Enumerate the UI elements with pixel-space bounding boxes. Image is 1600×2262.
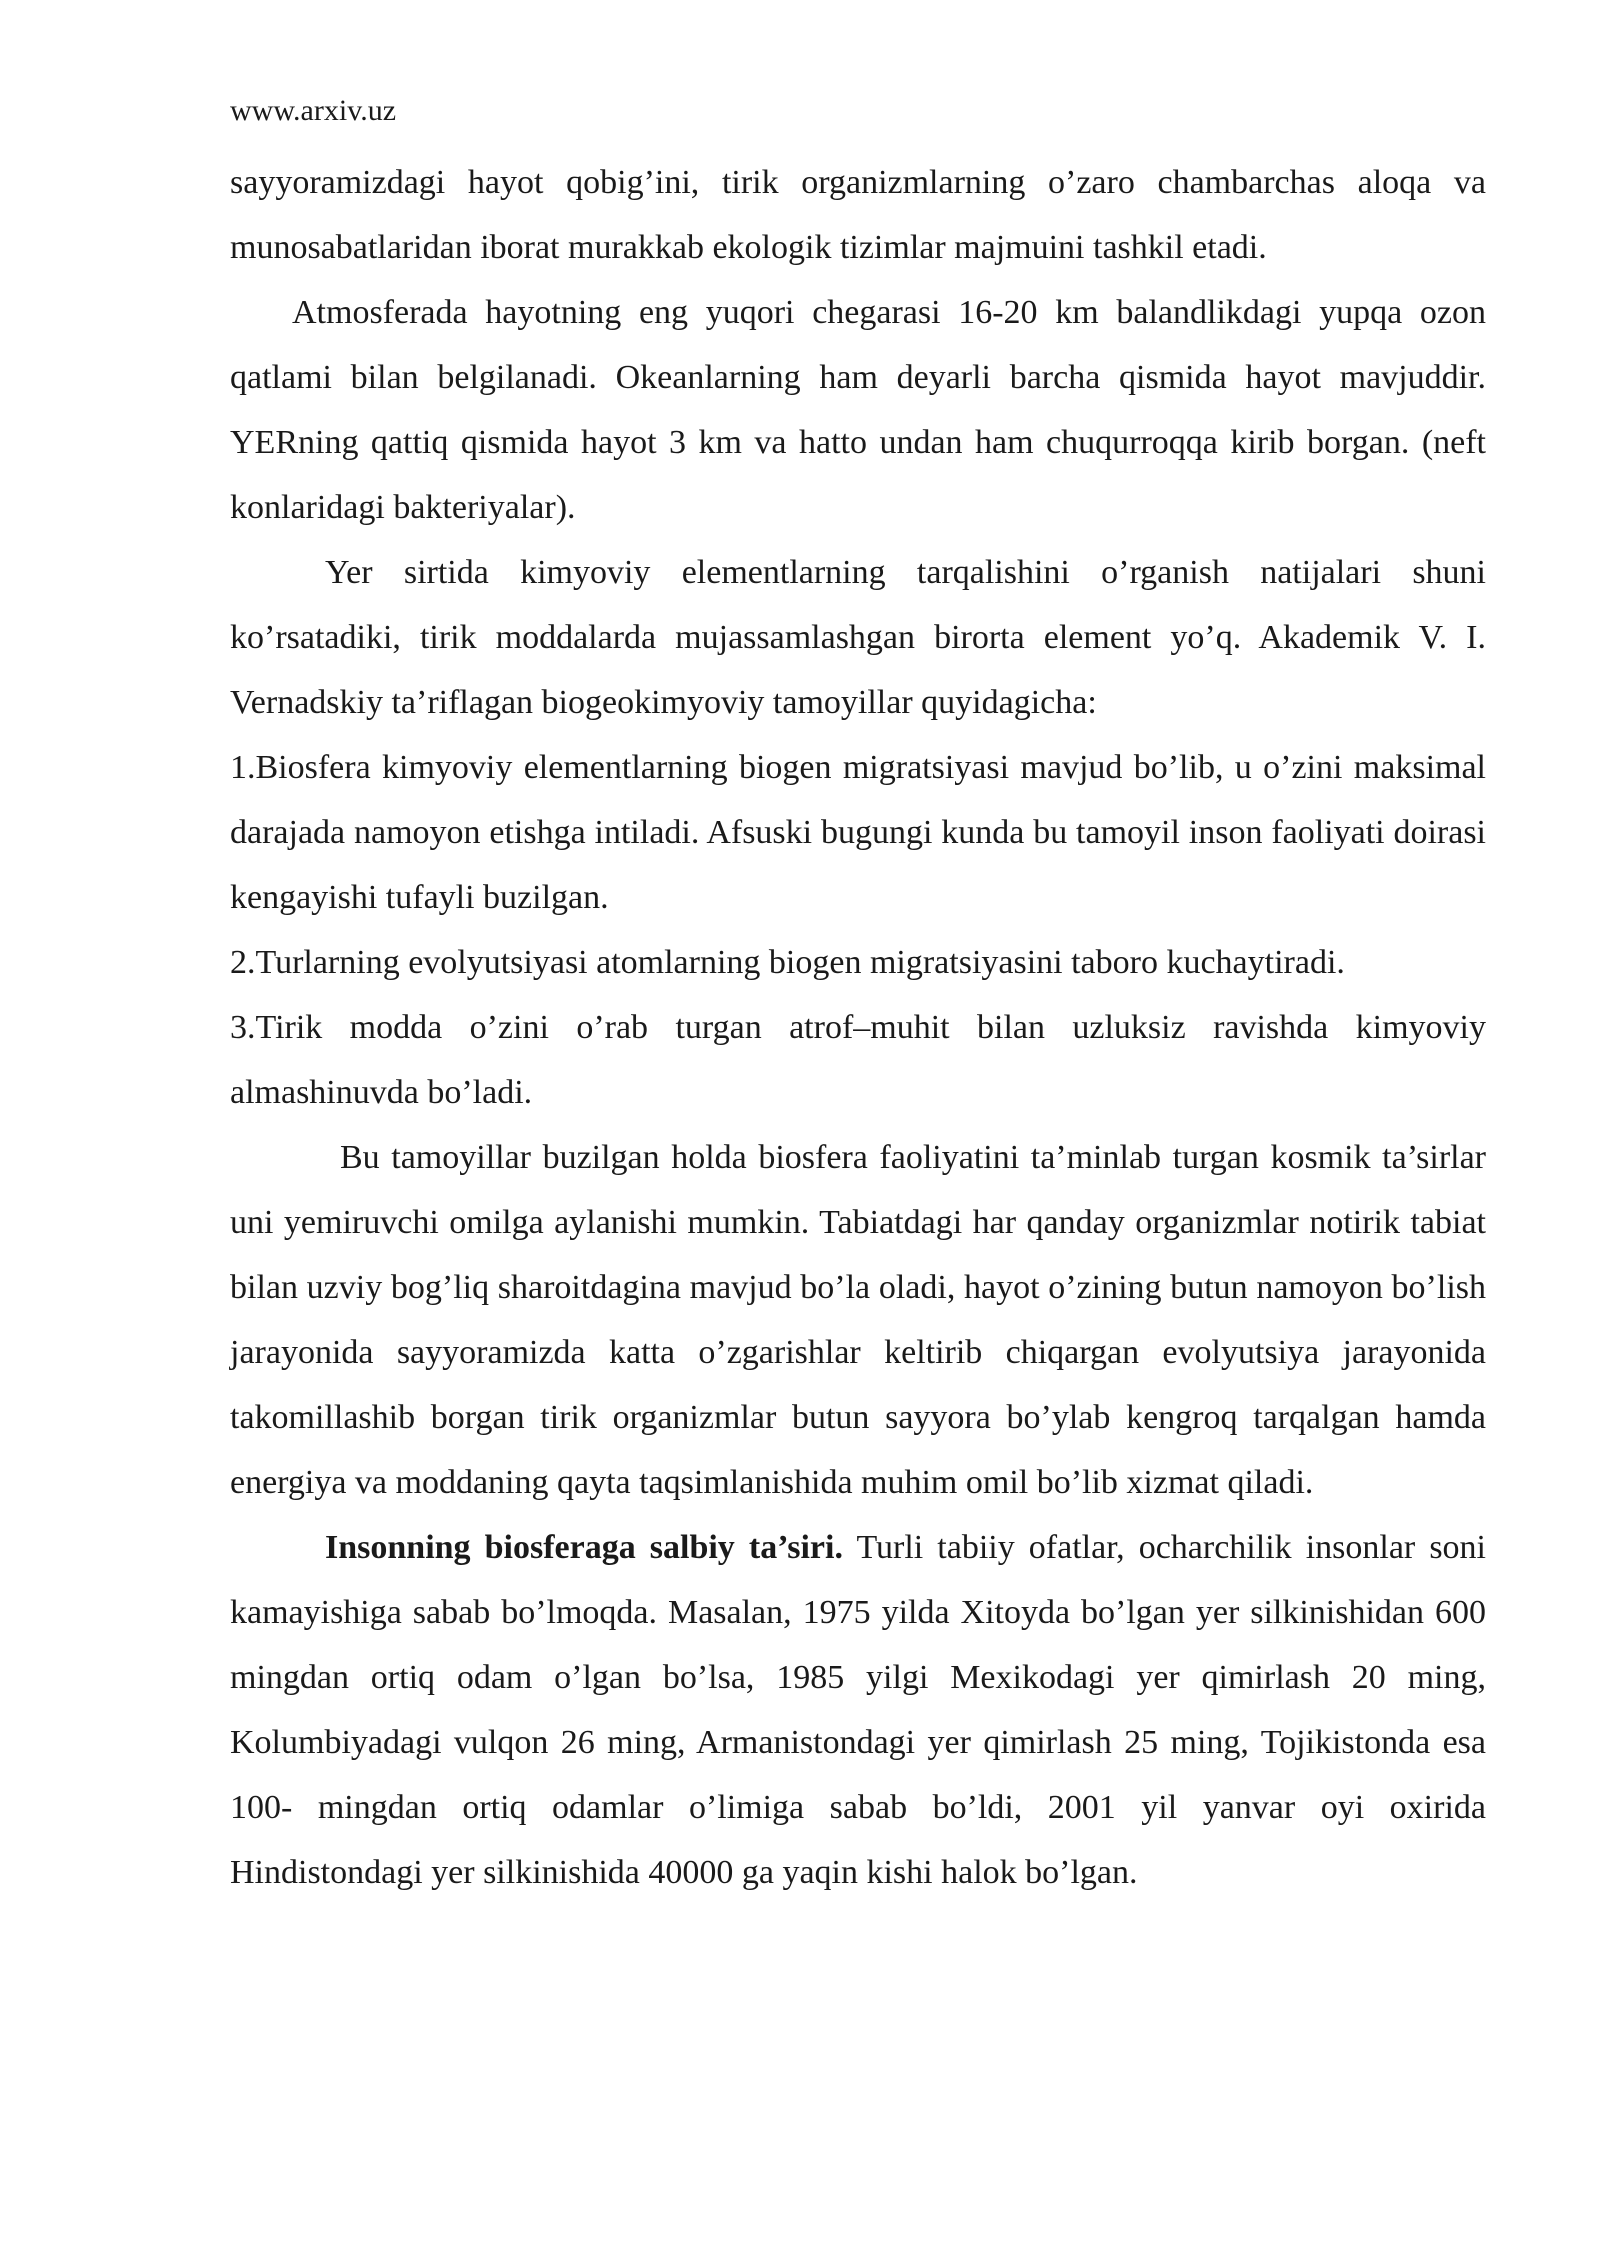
paragraph-2: Atmosferada hayotning eng yuqori chegarasi 16-20 km balandlikdagi yupqa ozon qatlami bilan belgilanadi. Okeanlarning ham deyarli barcha qismida hayot mavjuddir. YERning qattiq qismida hayot 3 km va hatto undan ham chuqurroqqa kirib borgan. (neft konlaridagi bakteriyalar). xyxy=(230,294,1486,526)
paragraph-5-text: Turli tabiiy ofatlar, ocharchilik insonlar soni kamayishiga sabab bo’lmoqda. Masalan, 1975 yilda Xitoyda bo’lgan yer silkinishidan 600 mingdan ortiq odam o’lgan bo’lsa, 1985 yilgi Mexikodagi yer qimirlash 20 ming, Kolumbiyadagi vulqon 26 ming, Armanistondagi yer qimirlash 25 ming, Tojikistonda esa 100- mingdan ortiq odamlar o’limiga sabab bo’ldi, 2001 yil yanvar oyi oxirida Hindistondagi yer silkinishida 40000 ga yaqin kishi halok bo’lgan. xyxy=(230,1529,1486,1891)
paragraph-1: sayyoramizdagi hayot qobig’ini, tirik organizmlarning o’zaro chambarchas aloqa va munosabatlaridan iborat murakkab ekologik tizimlar majmuini tashkil etadi. xyxy=(230,164,1486,266)
site-url-header: www.arxiv.uz xyxy=(230,94,397,127)
list-item-3: 3.Tirik modda o’zini o’rab turgan atrof–muhit bilan uzluksiz ravishda kimyoviy almashinuvda bo’ladi. xyxy=(230,1009,1486,1111)
paragraph-5 xyxy=(230,1515,1486,1905)
list-item-2: 2.Turlarning evolyutsiyasi atomlarning biogen migratsiyasini taboro kuchaytiradi. xyxy=(230,944,1345,981)
document-body xyxy=(230,150,1486,1905)
paragraph-4: Bu tamoyillar buzilgan holda biosfera faoliyatini ta’minlab turgan kosmik ta’sirlar uni yemiruvchi omilga aylanishi mumkin. Tabiatdagi har qanday organizmlar notirik tabiat bilan uzviy bog’liq sharoitdagina mavjud bo’la oladi, hayot o’zining butun namoyon bo’lish jarayonida sayyoramizda katta o’zgarishlar keltirib chiqargan evolyutsiya jarayonida takomillashib borgan tirik organizmlar butun sayyora bo’ylab kengroq tarqalgan hamda energiya va moddaning qayta taqsimlanishida muhim omil bo’lib xizmat qiladi. xyxy=(230,1139,1486,1501)
paragraph-3: Yer sirtida kimyoviy elementlarning tarqalishini o’rganish natijalari shuni ko’rsatadiki, tirik moddalarda mujassamlashgan birorta element yo’q. Akademik V. I. Vernadskiy ta’riflagan biogeokimyoviy tamoyillar quyidagicha: xyxy=(230,554,1486,721)
section-heading: Insonning biosferaga salbiy ta’siri. xyxy=(325,1529,843,1566)
list-item-1: 1.Biosfera kimyoviy elementlarning biogen migratsiyasi mavjud bo’lib, u o’zini maksimal darajada namoyon etishga intiladi. Afsuski bugungi kunda bu tamoyil inson faoliyati doirasi kengayishi tufayli buzilgan. xyxy=(230,749,1486,916)
